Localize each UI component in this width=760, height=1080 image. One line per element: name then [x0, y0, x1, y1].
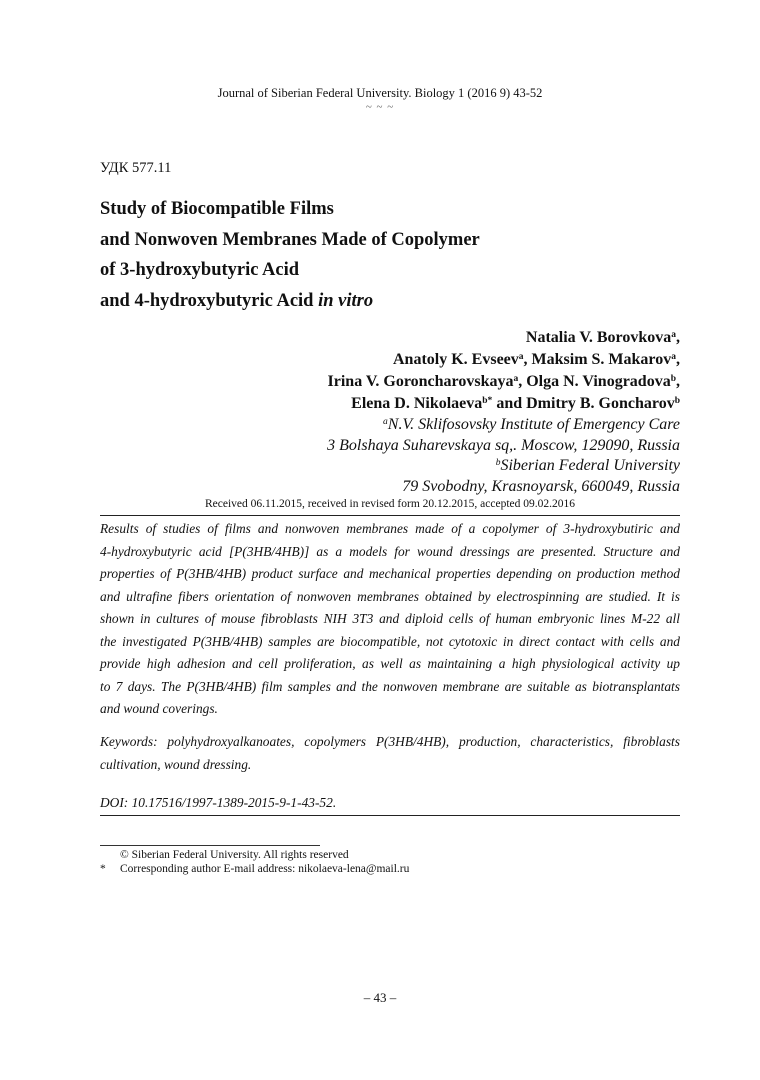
author-affiliation-mark: b: [670, 374, 676, 384]
divider: [100, 815, 680, 816]
title-text: and 4-hydroxybutyric Acid: [100, 290, 319, 311]
affiliation-a-address: 3 Bolshaya Suharevskaya sq,. Moscow, 129090, Russia: [327, 436, 680, 454]
author-line: Natalia V. Borovkova$^a$,: [525, 329, 680, 346]
abstract-line: provide high adhesion and cell proliferation, as well as maintaining a high physiological activity up: [100, 656, 680, 671]
author-line: Elena D. Nikolaeva$^{b*}$ and Dmitry B. Goncharov$^b$: [351, 395, 680, 412]
abstract-line: and ultrafine fibers orientation of nonwoven membranes obtained by electrospinning are studied. It is: [100, 588, 680, 604]
abstract-line: to 7 days. The P(3HB/4HB) film samples and the nonwoven membrane are suitable as biotransplantats: [100, 678, 680, 694]
received-dates: Received 06.11.2015, received in revised form 20.12.2015, accepted 09.02.2016: [204, 498, 576, 510]
affiliation-a-name: $^a$N.V. Sklifosovsky Institute of Emergency Care: [383, 416, 680, 433]
title-line: of 3-hydroxybutyric Acid: [100, 260, 300, 280]
author-line: Irina V. Goroncharovskaya$^a$, Olga N. Vinogradova$^b$,: [327, 373, 680, 390]
title-line: [100, 286, 680, 317]
author-affiliation-mark: b: [674, 396, 680, 406]
title-line: Study of Biocompatible Films: [100, 199, 334, 219]
author-name: Natalia V. Borovkova: [525, 329, 672, 346]
author-affiliation-mark: a: [671, 330, 676, 340]
abstract-line: and wound coverings.: [100, 701, 218, 716]
affiliation-b-name: $^b$Siberian Federal University: [495, 457, 680, 474]
keywords-line: Keywords: polyhydroxyalkanoates, copolymers P(3HB/4HB), production, characteristics, fibroblasts: [100, 734, 680, 749]
abstract-line: the investigated P(3HB/4HB) samples are biocompatible, not cytotoxic in direct contact with cells and: [100, 633, 680, 649]
author-name: Elena D. Nikolaeva: [351, 395, 483, 412]
header-ornament: ~ ~ ~: [365, 101, 395, 113]
title-line: and Nonwoven Membranes Made of Copolymer: [100, 229, 480, 250]
title-italic: in vitro: [318, 290, 374, 311]
page-number: – 43 –: [363, 990, 397, 1005]
author-affiliation-mark: a: [518, 352, 524, 362]
footnote-copyright: © Siberian Federal University. All rights reserved: [120, 849, 349, 861]
author-line: Anatoly K. Evseev$^a$, Maksim S. Makarov$^a$,: [393, 351, 680, 368]
abstract-line: shown in cultures of mouse fibroblasts NIH 3T3 and diploid cells of human embryonic lines M-22 all: [100, 611, 680, 626]
doi: DOI: 10.17516/1997-1389-2015-9-1-43-52.: [100, 795, 337, 810]
abstract: [100, 518, 680, 721]
footnote-divider: [100, 845, 320, 846]
abstract-line: Results of studies of films and nonwoven membranes made of a copolymer of 3-hydroxybutiric and: [100, 521, 680, 536]
keywords-line: cultivation, wound dressing.: [100, 756, 252, 772]
author-name: Anatoly K. Evseev: [393, 351, 519, 368]
author-name: Irina V. Goroncharovskaya: [327, 373, 514, 390]
article-title: [100, 194, 680, 316]
keywords: [100, 731, 680, 776]
abstract-line: properties of P(3HB/4HB) product surface and mechanical properties depending on production method: [100, 566, 680, 581]
affiliation-b-address: 79 Svobodny, Krasnoyarsk, 660049, Russia: [402, 477, 680, 495]
author-affiliation-mark: a: [513, 374, 519, 384]
journal-header: Journal of Siberian Federal University. Biology 1 (2016 9) 43-52: [217, 86, 543, 100]
author-name: Olga N. Vinogradova: [526, 373, 671, 390]
author-name: Maksim S. Makarov: [531, 351, 672, 368]
author-affiliation-mark: a: [671, 352, 676, 362]
footnote-corresponding: * Corresponding author E-mail address: nikolaeva-lena@mail.ru: [100, 863, 410, 875]
udk-code: УДК 577.11: [100, 160, 172, 176]
abstract-line: 4-hydroxybutyric acid [P(3HB/4HB)] as a models for wound dressings are presented. Structure and: [100, 543, 680, 559]
author-affiliation-mark: b*: [482, 396, 493, 406]
divider: [100, 515, 680, 516]
author-name: Dmitry B. Goncharov: [526, 395, 675, 412]
author-block: [327, 327, 680, 497]
